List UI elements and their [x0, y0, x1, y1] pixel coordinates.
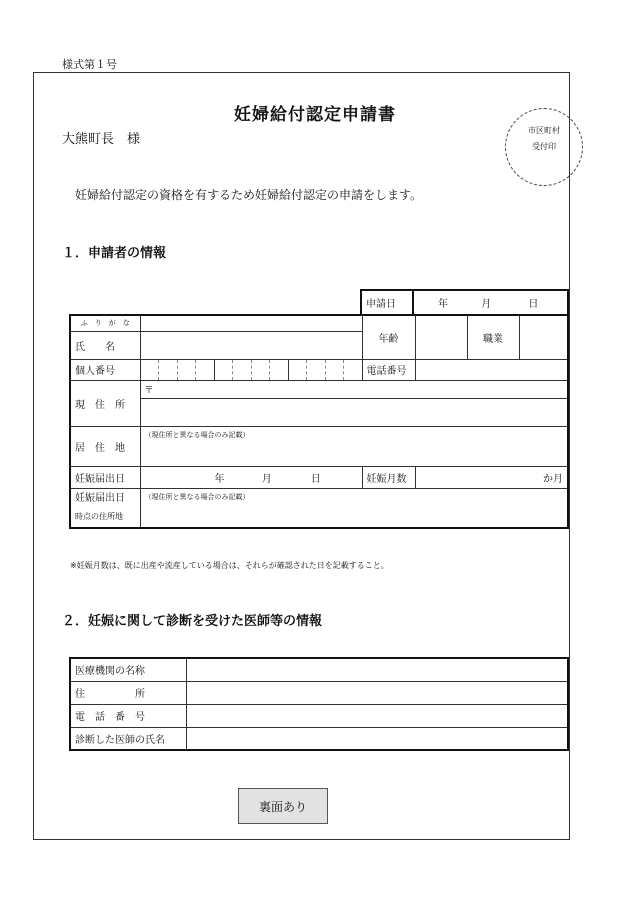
nd-day-label: 日 [310, 473, 321, 485]
notification-address-note: （現住所と異なる場合のみ記載） [144, 492, 250, 501]
form-number: 様式第１号 [62, 58, 117, 71]
addressee: 大熊町長 様 [62, 132, 141, 147]
form-title: 妊婦給付認定申請書 [234, 105, 396, 125]
postal-code-input[interactable] [140, 380, 568, 398]
pregnancy-months-label: 妊娠月数 [362, 466, 415, 488]
phone-label: 電話番号 [362, 359, 415, 380]
reception-stamp-area [505, 108, 583, 186]
mynumber-input[interactable] [140, 359, 362, 380]
clinic-phone-input[interactable] [186, 704, 568, 727]
nd-month-label: 月 [261, 473, 272, 485]
day-label: 日 [528, 299, 539, 310]
clinic-name-input[interactable] [186, 658, 568, 681]
phone-input[interactable] [415, 359, 568, 380]
occupation-label: 職業 [467, 315, 519, 359]
notification-address-label [70, 488, 140, 528]
clinic-address-label: 住 所 [70, 681, 186, 704]
notification-date-input[interactable] [140, 466, 362, 488]
application-date-input[interactable] [413, 290, 568, 315]
clinic-name-label: 医療機関の名称 [70, 658, 186, 681]
postal-mark: 〒 [144, 385, 154, 396]
doctor-name-label: 診断した医師の氏名 [70, 727, 186, 750]
section2-heading: ２．妊娠に関して診断を受けた医師等の情報 [62, 614, 323, 629]
nd-year-label: 年 [214, 473, 225, 485]
notification-address-input[interactable] [140, 488, 568, 528]
year-label: 年 [438, 299, 448, 310]
application-date-table [360, 289, 569, 316]
furigana-input[interactable] [140, 315, 362, 331]
application-date-label: 申請日 [361, 290, 413, 315]
pregnancy-months-input[interactable] [415, 466, 568, 488]
residence-input[interactable] [140, 426, 568, 466]
age-label: 年齢 [362, 315, 415, 359]
address-input[interactable] [140, 398, 568, 426]
doctor-table [69, 657, 569, 751]
section1-heading: １．申請者の情報 [62, 246, 167, 261]
address-label: 現 住 所 [70, 380, 140, 426]
age-input[interactable] [415, 315, 467, 359]
name-label: 氏 名 [70, 331, 140, 359]
clinic-address-input[interactable] [186, 681, 568, 704]
months-unit: か月 [543, 473, 563, 485]
occupation-input[interactable] [519, 315, 568, 359]
clinic-phone-label: 電 話 番 号 [70, 704, 186, 727]
footnote: ※妊娠月数は、既に出産や流産している場合は、それらが確認された日を記載すること。 [70, 561, 389, 570]
stamp-line2: 受付印 [532, 142, 556, 151]
applicant-table [69, 314, 569, 529]
na-label-2: 時点の住所地 [75, 511, 123, 521]
name-input[interactable] [140, 331, 362, 359]
stamp-line1: 市区町村 [528, 126, 560, 135]
residence-note: （現住所と異なる場合のみ記載） [144, 430, 250, 439]
back-side-button[interactable]: 裏面あり [238, 788, 328, 824]
notification-date-label: 妊娠届出日 [70, 466, 140, 488]
furigana-label: ふ り が な [70, 315, 140, 331]
mynumber-label: 個人番号 [70, 359, 140, 380]
intro-text: 妊婦給付認定の資格を有するため妊婦給付認定の申請をします。 [75, 188, 423, 202]
month-label: 月 [481, 299, 492, 310]
na-label-1: 妊娠届出日 [75, 492, 125, 504]
residence-label: 居 住 地 [70, 426, 140, 466]
doctor-name-input[interactable] [186, 727, 568, 750]
